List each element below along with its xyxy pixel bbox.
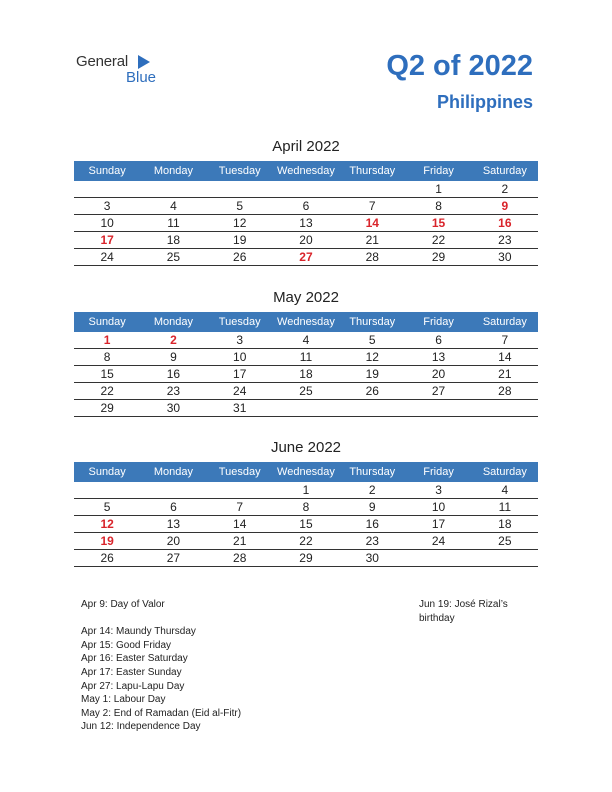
day-cell: 3 (103, 199, 111, 213)
month-june (74, 439, 538, 567)
day-cell: 9 (368, 500, 376, 514)
day-cell: 24 (233, 384, 247, 398)
day-cell: 6 (170, 500, 177, 514)
day-cell: 17 (233, 367, 247, 381)
day-cell: 29 (299, 551, 313, 565)
holiday-item: Apr 27: Lapu-Lapu Day (81, 680, 185, 692)
day-cell (273, 181, 339, 197)
day-cell: 28 (365, 250, 379, 264)
day-cell: 26 (365, 384, 379, 398)
holiday-list-right (419, 598, 529, 625)
day-cell: 21 (233, 534, 247, 548)
holiday-item: Apr 9: Day of Valor (81, 599, 165, 610)
weekday-label: Saturday (482, 165, 527, 177)
week-row (74, 349, 538, 366)
weekday-label: Monday (153, 466, 193, 478)
day-cell (207, 482, 273, 498)
day-cell (405, 400, 471, 416)
day-cell (339, 181, 405, 197)
holiday-day-cell: 15 (431, 216, 446, 230)
weekday-label: Tuesday (218, 466, 261, 478)
day-cell (472, 400, 538, 416)
day-cell: 26 (233, 250, 247, 264)
day-cell: 29 (100, 401, 114, 415)
day-cell: 25 (299, 384, 313, 398)
day-cell: 25 (166, 250, 181, 264)
day-cell: 4 (302, 333, 310, 347)
day-cell: 16 (166, 367, 181, 381)
day-cell: 8 (302, 500, 310, 514)
day-cell: 3 (435, 483, 442, 497)
week-row (74, 215, 538, 232)
day-cell: 2 (501, 182, 509, 196)
day-cell (339, 400, 405, 416)
weekday-label: Monday (153, 316, 193, 328)
week-row (74, 516, 538, 533)
day-cell: 19 (365, 367, 379, 381)
weekday-label: Friday (423, 165, 454, 177)
week-row (74, 332, 538, 349)
day-cell: 11 (167, 216, 180, 230)
weekday-label: Saturday (482, 466, 527, 478)
day-cell: 30 (166, 401, 181, 415)
day-cell: 7 (236, 500, 244, 514)
day-cell (74, 181, 140, 197)
day-cell (405, 550, 471, 566)
week-row (74, 366, 538, 383)
logo-text-blue: Blue (126, 69, 157, 86)
weekday-label: Wednesday (277, 165, 335, 177)
weekday-label: Tuesday (218, 316, 261, 328)
day-cell: 29 (431, 250, 446, 264)
month-title: May 2022 (273, 289, 339, 306)
day-cell: 20 (431, 367, 446, 381)
day-cell: 11 (299, 350, 313, 364)
day-cell: 23 (166, 384, 181, 398)
holiday-day-cell: 14 (365, 216, 379, 230)
day-cell: 6 (435, 333, 442, 347)
day-cell: 5 (236, 199, 244, 213)
country-title: Philippines (436, 92, 533, 112)
day-cell: 8 (435, 199, 442, 213)
day-cell: 15 (100, 367, 114, 381)
weekday-label: Sunday (88, 316, 126, 328)
month-may (74, 289, 538, 417)
week-row (74, 550, 538, 567)
day-cell (472, 550, 538, 566)
day-cell: 5 (103, 500, 111, 514)
holiday-item: Apr 16: Easter Saturday (81, 653, 188, 665)
day-cell: 27 (431, 384, 446, 398)
day-cell: 27 (166, 551, 181, 565)
day-cell: 4 (170, 199, 177, 213)
day-cell: 13 (299, 216, 313, 230)
weekday-label: Saturday (482, 316, 527, 328)
day-cell: 22 (299, 534, 313, 548)
day-cell: 15 (299, 517, 313, 531)
day-cell: 22 (431, 233, 446, 247)
day-cell: 10 (431, 500, 446, 514)
weekday-label: Monday (153, 165, 193, 177)
day-cell (140, 482, 206, 498)
page-title: Q2 of 2022 (386, 50, 533, 82)
day-cell: 25 (498, 534, 512, 548)
weekday-label: Wednesday (277, 466, 335, 478)
day-cell: 10 (233, 350, 247, 364)
day-cell: 8 (103, 350, 111, 364)
logo-flag-icon (138, 55, 150, 69)
weekday-label: Thursday (349, 165, 396, 177)
day-cell: 3 (236, 333, 244, 347)
day-cell (207, 181, 273, 197)
day-cell: 14 (233, 517, 247, 531)
weekday-header (74, 462, 538, 482)
day-cell: 24 (431, 534, 446, 548)
day-cell: 22 (100, 384, 114, 398)
holiday-day-cell: 12 (100, 517, 114, 531)
month-title: June 2022 (270, 439, 342, 456)
week-row (74, 181, 538, 198)
weekday-label: Sunday (88, 165, 126, 177)
holiday-item: Apr 14: Maundy Thursday (81, 626, 196, 638)
holiday-day-cell: 27 (299, 250, 313, 264)
day-cell: 23 (365, 534, 379, 548)
holiday-item: May 2: End of Ramadan (Eid al-Fitr) (81, 707, 242, 719)
weekday-label: Thursday (349, 316, 396, 328)
week-row (74, 249, 538, 266)
day-cell: 21 (498, 367, 512, 381)
day-cell: 17 (431, 517, 446, 531)
day-cell: 6 (302, 199, 310, 213)
weekday-label: Thursday (349, 466, 396, 478)
weekday-header (74, 161, 538, 181)
holiday-day-cell: 2 (170, 333, 177, 347)
month-april (74, 138, 538, 266)
day-cell (74, 482, 140, 498)
holiday-day-cell: 17 (100, 233, 114, 247)
day-cell: 14 (498, 350, 512, 364)
holiday-list-spacer (81, 612, 241, 626)
day-cell: 18 (166, 233, 181, 247)
weekday-label: Friday (423, 466, 454, 478)
day-cell: 23 (498, 233, 512, 247)
day-cell: 12 (365, 350, 379, 364)
day-cell: 18 (498, 517, 512, 531)
day-cell: 24 (100, 250, 114, 264)
weekday-label: Sunday (88, 466, 126, 478)
day-cell: 26 (100, 551, 114, 565)
day-cell: 13 (431, 350, 446, 364)
day-cell: 5 (368, 333, 376, 347)
holiday-item: Jun 12: Independence Day (81, 721, 201, 733)
holiday-item: Jun 19: José Rizal’s birthday (419, 599, 508, 624)
day-cell (273, 400, 339, 416)
day-cell: 4 (501, 483, 509, 497)
holiday-list-left (81, 598, 241, 734)
weekday-label: Wednesday (277, 316, 335, 328)
holiday-item: May 1: Labour Day (81, 694, 166, 706)
day-cell: 2 (368, 483, 376, 497)
month-title: April 2022 (272, 138, 340, 155)
day-cell: 10 (100, 216, 114, 230)
day-cell: 11 (498, 500, 512, 514)
day-cell: 21 (365, 233, 379, 247)
weekday-label: Friday (423, 316, 454, 328)
day-cell: 19 (233, 233, 247, 247)
day-cell: 7 (501, 333, 509, 347)
day-cell: 12 (233, 216, 247, 230)
day-cell: 31 (233, 401, 247, 415)
day-cell: 13 (166, 517, 181, 531)
holiday-day-cell: 1 (103, 333, 111, 347)
logo-text-general: General (76, 53, 128, 70)
day-cell: 1 (302, 483, 310, 497)
day-cell: 30 (365, 551, 379, 565)
holiday-day-cell: 9 (501, 199, 509, 213)
week-row (74, 533, 538, 550)
day-cell: 28 (498, 384, 512, 398)
holiday-day-cell: 19 (100, 534, 114, 548)
day-cell: 9 (170, 350, 177, 364)
day-cell: 20 (166, 534, 181, 548)
week-row (74, 198, 538, 215)
day-cell (140, 181, 206, 197)
generalblue-logo (76, 53, 176, 87)
week-row (74, 383, 538, 400)
day-cell: 18 (299, 367, 313, 381)
week-row (74, 482, 538, 499)
week-row (74, 400, 538, 417)
day-cell: 1 (435, 182, 442, 196)
week-row (74, 232, 538, 249)
holiday-day-cell: 16 (498, 216, 512, 230)
day-cell: 28 (233, 551, 247, 565)
day-cell: 30 (498, 250, 512, 264)
weekday-label: Tuesday (218, 165, 261, 177)
weekday-header (74, 312, 538, 332)
day-cell: 7 (368, 199, 376, 213)
day-cell: 20 (299, 233, 313, 247)
week-row (74, 499, 538, 516)
day-cell: 16 (365, 517, 379, 531)
holiday-item: Apr 15: Good Friday (81, 639, 172, 651)
holiday-item: Apr 17: Easter Sunday (81, 666, 182, 678)
